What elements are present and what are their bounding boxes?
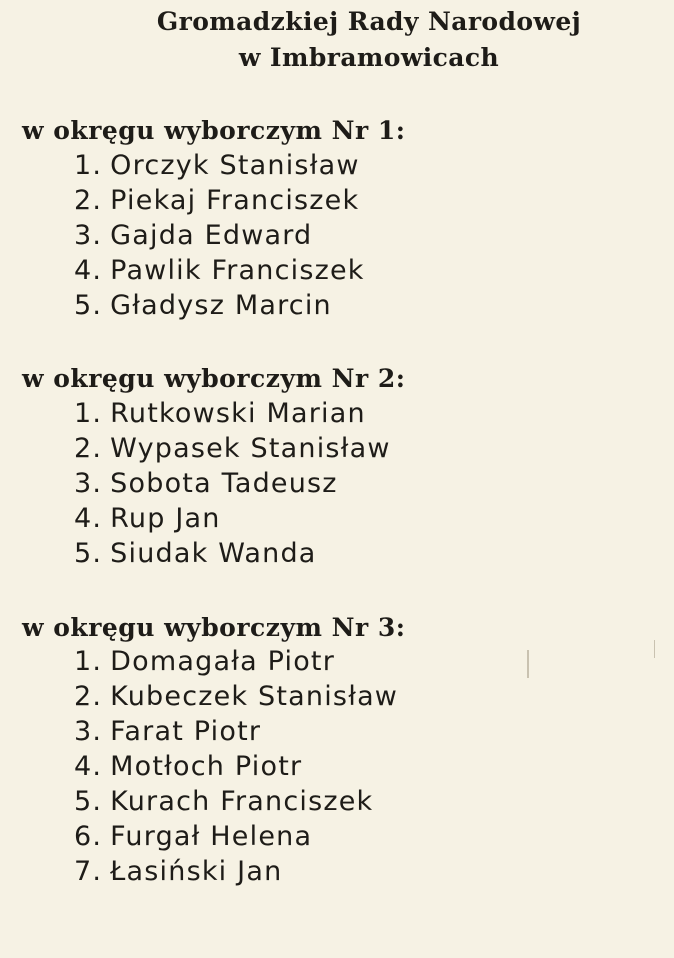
candidate-item xyxy=(74,854,282,889)
candidate-name: Orczyk Stanisław xyxy=(110,150,360,181)
candidate-item xyxy=(74,466,338,501)
candidate-name: Wypasek Stanisław xyxy=(110,433,391,464)
paper-crease xyxy=(654,640,655,658)
candidate-item xyxy=(74,148,360,183)
candidate-name: Piekaj Franciszek xyxy=(110,185,360,216)
candidate-item xyxy=(74,536,317,571)
candidate-number: 4. xyxy=(74,751,103,782)
candidate-number: 2. xyxy=(74,433,103,464)
candidate-item xyxy=(74,431,391,466)
candidate-number: 1. xyxy=(74,150,103,181)
candidate-name: Sobota Tadeusz xyxy=(110,468,338,499)
candidate-name: Siudak Wanda xyxy=(110,538,317,569)
candidate-name: Pawlik Franciszek xyxy=(110,255,365,286)
candidate-name: Domagała Piotr xyxy=(110,646,336,677)
candidate-number: 1. xyxy=(74,398,103,429)
district-heading: w okręgu wyborczym Nr 1: xyxy=(22,116,406,145)
candidate-number: 3. xyxy=(74,716,103,747)
candidate-name: Motłoch Piotr xyxy=(110,751,303,782)
candidate-number: 5. xyxy=(74,290,103,321)
candidate-name: Rup Jan xyxy=(110,503,221,534)
candidate-number: 5. xyxy=(74,538,103,569)
candidate-item xyxy=(74,218,312,253)
candidate-item xyxy=(74,396,366,431)
candidate-item xyxy=(74,288,332,323)
candidate-item xyxy=(74,644,335,679)
candidate-number: 5. xyxy=(74,786,103,817)
candidate-number: 4. xyxy=(74,255,103,286)
candidate-name: Furgał Helena xyxy=(110,821,313,852)
candidate-number: 3. xyxy=(74,220,103,251)
candidate-item xyxy=(74,183,359,218)
council-location: w Imbramowicach xyxy=(238,43,500,72)
document-header xyxy=(0,4,674,76)
candidate-number: 2. xyxy=(74,185,103,216)
candidate-name: Łasiński Jan xyxy=(110,856,283,887)
candidate-number: 2. xyxy=(74,681,103,712)
candidate-name: Gajda Edward xyxy=(110,220,313,251)
candidate-name: Farat Piotr xyxy=(110,716,262,747)
candidate-item xyxy=(74,784,373,819)
district-heading: w okręgu wyborczym Nr 2: xyxy=(22,364,406,393)
candidate-item xyxy=(74,749,302,784)
paper-crease xyxy=(527,650,529,678)
candidate-number: 1. xyxy=(74,646,103,677)
candidate-item xyxy=(74,819,312,854)
candidate-number: 3. xyxy=(74,468,103,499)
candidate-item xyxy=(74,501,221,536)
candidate-name: Gładysz Marcin xyxy=(110,290,332,321)
candidate-item xyxy=(74,679,398,714)
council-name: Gromadzkiej Rady Narodowej xyxy=(156,7,582,36)
candidate-name: Kurach Franciszek xyxy=(110,786,374,817)
candidate-item xyxy=(74,253,365,288)
district-heading: w okręgu wyborczym Nr 3: xyxy=(22,613,406,642)
candidate-name: Kubeczek Stanisław xyxy=(110,681,399,712)
candidate-number: 7. xyxy=(74,856,103,887)
candidate-item xyxy=(74,714,261,749)
candidate-name: Rutkowski Marian xyxy=(110,398,366,429)
candidate-number: 4. xyxy=(74,503,103,534)
candidate-number: 6. xyxy=(74,821,103,852)
